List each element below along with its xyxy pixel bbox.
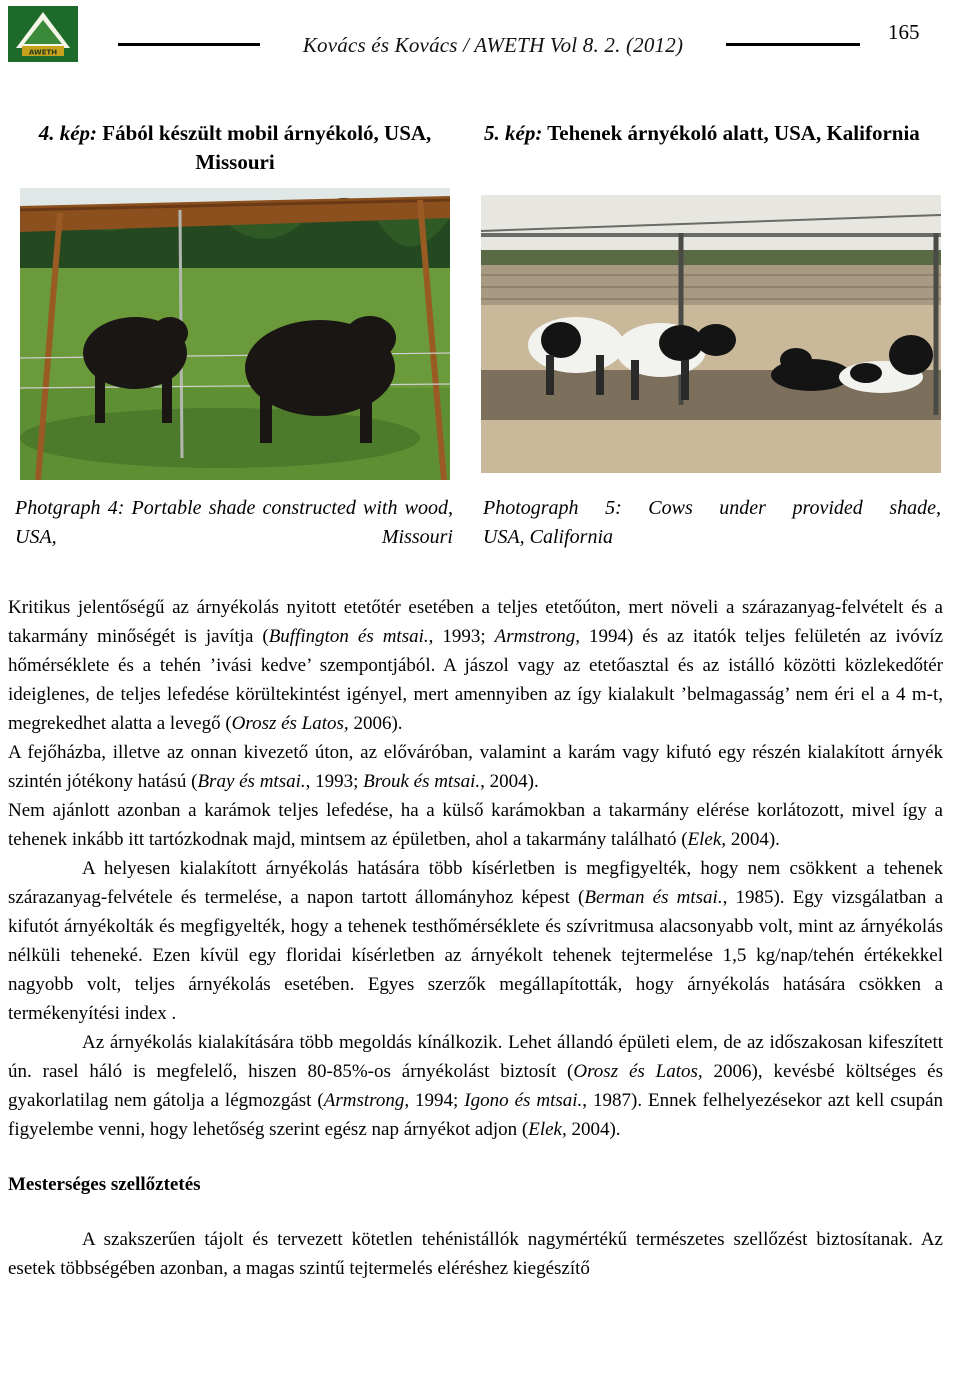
figure4-label: 4. kép: bbox=[38, 121, 98, 145]
paragraph-4: A helyesen kialakított árnyékolás hatására több kísérletben is megfigyelték, hogy nem csökkent a tehenek szárazanyag-felvétele és termelése, a napon tartott állományhoz képest (Berman és mtsai., 1985). Egy vizsgálatban a kifutót árnyékolták és megfigyelték, hogy a tehenek testhőmérséklete és szívritmusa alacsonyabb volt, mint az árnyékolás nélküli teheneké. Ezen kívül egy floridai kísérletben az árnyékolt tehenek tejtermelése 1,5 kg/nap/tehén értékekkel nagyobb volt, teljes árnyékolás esetében. Egyes szerzők megállapították, hogy árnyékolás hatására csökken a termékenyítési index . bbox=[8, 858, 944, 1024]
paragraph-5: Az árnyékolás kialakítására több megoldás kínálkozik. Lehet állandó épületi elem, de az időszakosan kifeszített ún. rasel háló is megfelelő, hiszen 80-85%-os árnyékolást biztosít (Orosz és Latos, 2006), kevésbé költséges és gyakorlatilag nem gátolja a légmozgást (Armstrong, 1994; Igono és mtsai., 1987). Ennek felhelyezésekor azt kell csupán figyelembe venni, hogy lehetőség szerint egész nap árnyékot adjon (Elek, 2004). bbox=[8, 1032, 944, 1140]
page-number: 165 bbox=[888, 20, 920, 44]
paragraph-2: A fejőházba, illetve az onnan kivezető úton, az előváróban, valamint a karám vagy kifutó egy részén kialakított árnyék szintén jótékony hatású (Bray és mtsai., 1993; Brouk és mtsai., 2004). bbox=[8, 742, 943, 792]
logo-text: AWETH bbox=[28, 48, 58, 57]
paragraph-1: Kritikus jelentőségű az árnyékolás nyitott etetőtér esetében a teljes etetőúton, mert növeli a szárazanyag-felvételt és a takarmány minőségét is javítja (Buffington és mtsai., 1993; Armstrong, 1994) és az itatók teljes felületén az ivóvíz hőmérséklete és a tehén ’ivási kedve’ szempontjából. A jászol vagy az etetőasztal és az istálló közötti közlekedőtér ideiglenes, de teljes lefedése körültekintést igényel, mert amennyiben az így kialakult ’belmagasság’ nem éri el a 4 m-t, megrekedhet alatta a levegő (Orosz és Latos, 2006). bbox=[8, 597, 944, 734]
paragraph-6: A szakszerűen tájolt és tervezett kötetlen tehénistállók nagymértékű természetes szellőzést biztosítanak. Az esetek többségében azonban, a magas szintű tejtermelés eléréshez kiegészítő bbox=[8, 1229, 943, 1279]
journal-logo bbox=[8, 6, 78, 62]
figure4-caption-en: Photgraph 4: Portable shade constructed with wood, USA, Missouri bbox=[15, 497, 453, 548]
figure5-caption-en-line2: USA, California bbox=[483, 526, 614, 548]
header-rule-left bbox=[118, 43, 260, 46]
header-rule-right bbox=[726, 43, 860, 46]
body-text bbox=[8, 593, 943, 1283]
figure5-caption-text: Tehenek árnyékoló alatt, USA, Kalifornia bbox=[547, 121, 920, 145]
section-heading: Mesterséges szellőztetés bbox=[8, 1174, 201, 1195]
figure5-caption-en bbox=[483, 494, 941, 552]
running-header: Kovács és Kovács / AWETH Vol 8. 2. (2012) bbox=[302, 33, 684, 57]
figure4-caption-text: Fából készült mobil árnyékoló, USA, Missouri bbox=[102, 121, 432, 174]
paragraph-3: Nem ajánlott azonban a karámok teljes lefedése, ha a külső karámokban a takarmány elérése korlátozott, mivel így a tehenek inkább itt tartózkodnak majd, mintsem az épületben, ahol a takarmány található (Elek, 2004). bbox=[8, 800, 943, 850]
figure5-caption-hu bbox=[480, 119, 946, 148]
figure4-caption-hu bbox=[20, 119, 450, 177]
figure5-label: 5. kép: bbox=[484, 121, 543, 145]
photo-cows-under-shade bbox=[481, 195, 941, 473]
figure5-caption-en-line1: Photograph 5: Cows under provided shade, bbox=[483, 497, 941, 519]
photo-portable-shade bbox=[20, 188, 450, 480]
